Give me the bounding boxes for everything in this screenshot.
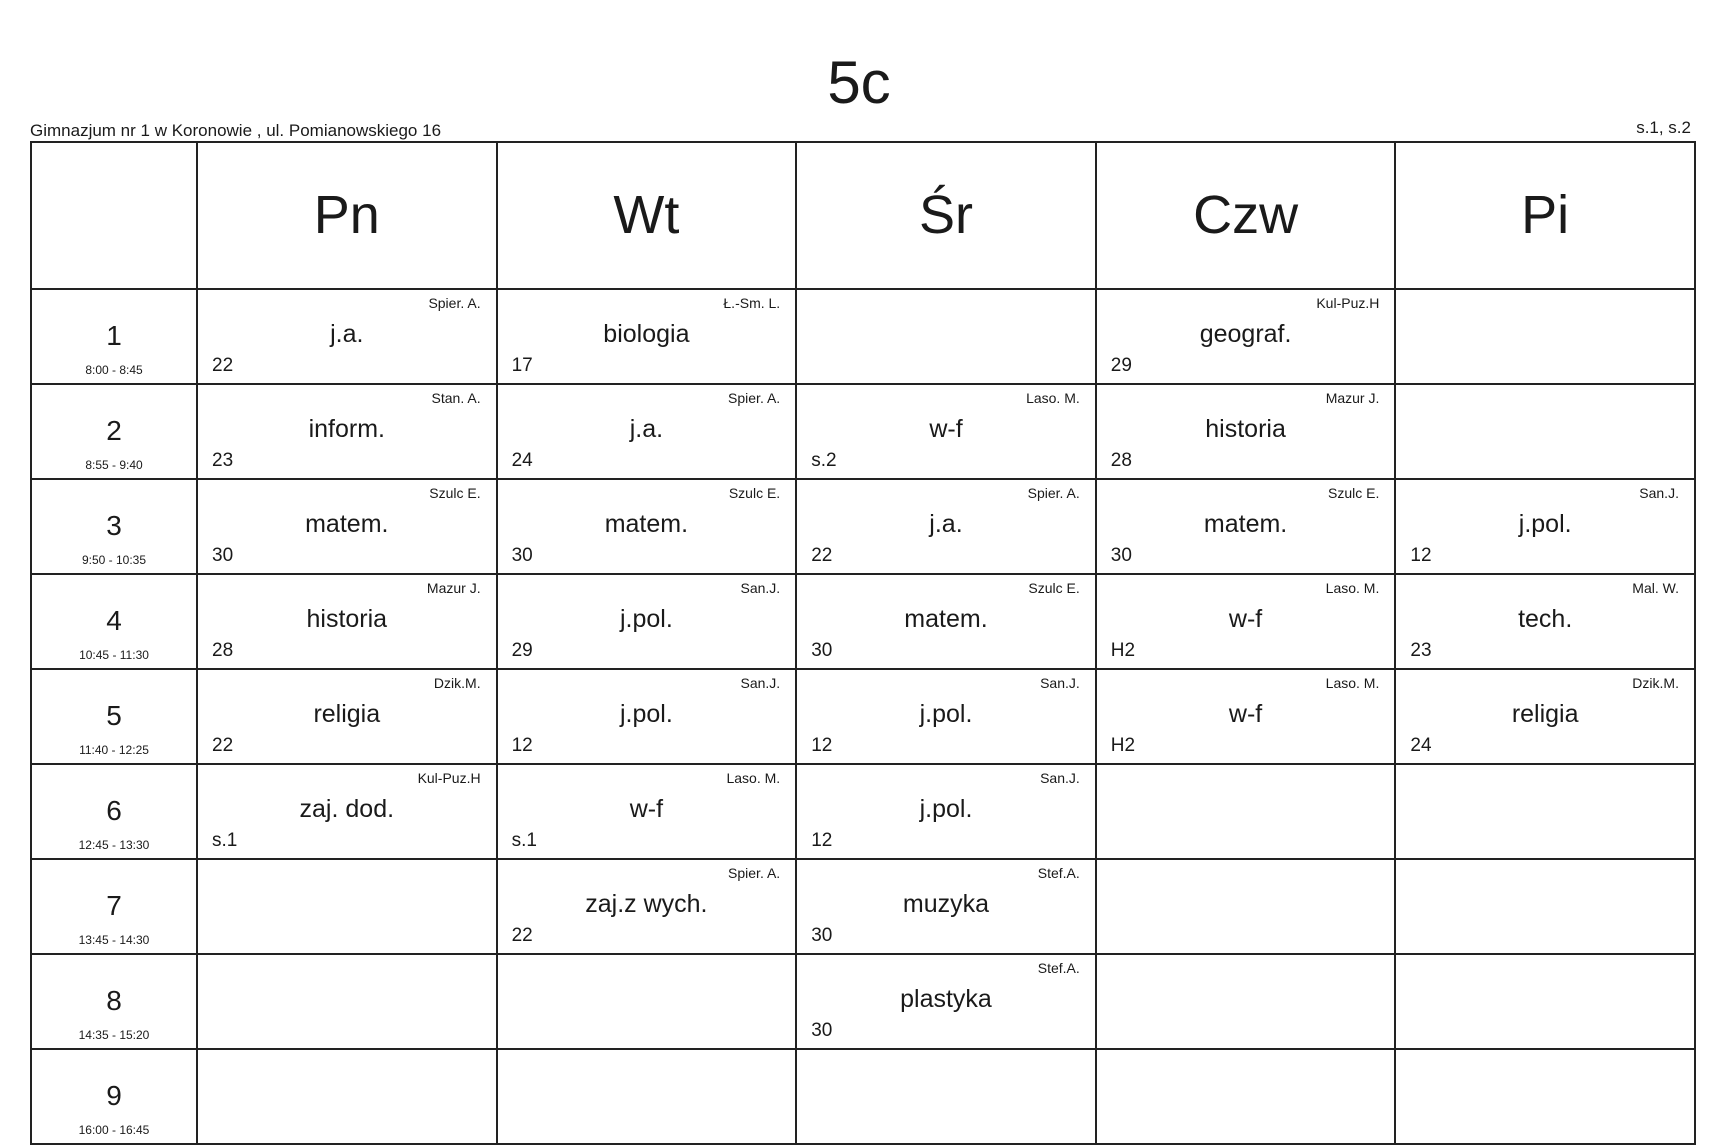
lesson-cell [1395,384,1695,479]
period-cell [31,859,197,954]
lesson-subject: inform. [308,415,385,443]
period-time: 8:55 - 9:40 [85,458,143,472]
lesson-cell [796,289,1096,384]
lesson-room: s.1 [212,830,238,851]
period-cell [31,764,197,859]
lesson-teacher: Dzik.M. [433,675,481,691]
lesson-cell [1096,574,1396,669]
lesson-cell [497,479,797,574]
lesson-teacher: Stef.A. [1037,865,1080,881]
lesson-subject: j.a. [629,415,664,443]
lesson-room: 12 [1410,545,1432,566]
lesson-subject: muzyka [902,890,990,918]
lesson-cell [1395,954,1695,1049]
lesson-cell [197,384,497,479]
lesson-subject: zaj.z wych. [585,890,708,918]
lesson-teacher: Mal. W. [1632,580,1679,596]
lesson-subject: historia [1205,415,1286,443]
lesson-room: H2 [1110,640,1136,661]
period-cell [31,384,197,479]
lesson-teacher: Szulc E. [1328,485,1380,501]
day-header [1395,142,1695,289]
lesson-teacher: Spier. A. [728,865,781,881]
lesson-room: 28 [1110,450,1132,471]
lesson-room: 22 [511,925,533,946]
period-cell [31,289,197,384]
lesson-teacher: Kul-Puz.H [1316,295,1380,311]
lesson-cell [796,764,1096,859]
lesson-cell [796,954,1096,1049]
lesson-subject: j.a. [929,510,963,538]
lesson-subject: w-f [629,795,664,823]
lesson-cell [1096,859,1396,954]
period-row [31,859,1695,954]
school-name: Gimnazjum nr 1 w Koronowie , ul. Pomianowskiego 16 [30,121,442,140]
period-number: 3 [106,510,122,541]
lesson-teacher: Szulc E. [728,485,781,501]
period-number: 6 [106,795,122,826]
lesson-cell [796,859,1096,954]
lesson-subject: geograf. [1199,320,1292,348]
period-number: 4 [106,605,122,636]
lesson-subject: j.pol. [1518,510,1572,538]
lesson-subject: matem. [904,605,988,633]
period-time: 9:50 - 10:35 [81,553,147,567]
lesson-teacher: Spier. A. [728,390,781,406]
lesson-teacher: Laso. M. [1325,580,1380,596]
lesson-room: 23 [1410,640,1432,661]
lesson-room: 30 [811,1020,833,1041]
lesson-cell [497,859,797,954]
lesson-cell [796,669,1096,764]
corner-cell [31,142,197,289]
lesson-cell [1395,479,1695,574]
lesson-teacher: Kul-Puz.H [417,770,481,786]
lesson-room: 29 [511,640,533,661]
lesson-teacher: Spier. A. [1027,485,1080,501]
lesson-room: 22 [811,545,833,566]
lesson-cell [497,669,797,764]
day-label: Czw [1193,185,1299,245]
day-label: Wt [613,185,680,245]
period-time: 11:40 - 12:25 [79,743,149,757]
period-number: 9 [106,1080,122,1111]
lesson-subject: j.pol. [619,605,673,633]
lesson-room: 28 [212,640,234,661]
timetable-body [31,142,1695,1144]
day-header [1096,142,1396,289]
timetable [30,141,1696,1145]
lesson-cell [497,764,797,859]
lesson-room: 22 [212,355,234,376]
day-label: Pi [1521,185,1570,245]
day-header [197,142,497,289]
lesson-cell [197,764,497,859]
lesson-cell [497,1049,797,1144]
lesson-subject: matem. [604,510,689,538]
period-number: 1 [106,320,122,351]
lesson-subject: j.pol. [919,795,973,823]
lesson-cell [497,384,797,479]
lesson-teacher: San.J. [740,675,781,691]
lesson-subject: religia [1511,700,1579,728]
lesson-subject: biologia [603,320,690,348]
lesson-teacher: San.J. [740,580,781,596]
lesson-teacher: Laso. M. [726,770,781,786]
lesson-teacher: Stef.A. [1037,960,1080,976]
lesson-teacher: Mazur J. [1325,390,1380,406]
lesson-room: H2 [1110,735,1136,756]
lesson-cell [1395,1049,1695,1144]
day-label: Pn [313,185,380,245]
period-cell [31,954,197,1049]
period-row [31,574,1695,669]
lesson-teacher: Szulc E. [429,485,481,501]
period-number: 5 [106,700,122,731]
lesson-room: 24 [511,450,533,471]
period-row [31,669,1695,764]
day-header [796,142,1096,289]
lesson-room: 23 [212,450,234,471]
lesson-cell [197,1049,497,1144]
lesson-cell [1395,289,1695,384]
period-cell [31,1049,197,1144]
lesson-subject: matem. [305,510,389,538]
lesson-cell [796,574,1096,669]
lesson-room: 24 [1410,735,1432,756]
lesson-room: 17 [511,355,533,376]
lesson-cell [1096,289,1396,384]
lesson-teacher: Szulc E. [1028,580,1080,596]
lesson-teacher: San.J. [1040,675,1080,691]
period-cell [31,669,197,764]
lesson-subject: plastyka [900,985,992,1013]
lesson-cell [197,669,497,764]
lesson-teacher: Laso. M. [1026,390,1080,406]
lesson-cell [1395,669,1695,764]
class-title: 5c [827,49,891,116]
lesson-teacher: Stan. A. [431,390,481,406]
lesson-cell [1096,1049,1396,1144]
lesson-teacher: Mazur J. [426,580,481,596]
lesson-subject: j.pol. [619,700,673,728]
rooms-label: s.1, s.2 [1636,118,1691,137]
lesson-subject: j.a. [330,320,364,348]
day-header [497,142,797,289]
lesson-cell [1096,479,1396,574]
lesson-cell [1096,954,1396,1049]
lesson-teacher: San.J. [1040,770,1080,786]
lesson-subject: w-f [1228,605,1263,633]
lesson-cell [497,574,797,669]
lesson-cell [1395,764,1695,859]
period-row [31,764,1695,859]
lesson-room: 12 [811,830,833,851]
period-time: 13:45 - 14:30 [78,933,150,947]
lesson-cell [796,479,1096,574]
lesson-cell [1096,384,1396,479]
lesson-cell [197,859,497,954]
lesson-subject: zaj. dod. [299,795,395,823]
lesson-cell [1395,574,1695,669]
period-number: 2 [106,415,122,446]
period-number: 8 [106,985,122,1016]
period-row [31,289,1695,384]
lesson-room: s.1 [511,830,537,851]
header-row [31,142,1695,289]
lesson-room: 30 [1110,545,1132,566]
lesson-cell [796,384,1096,479]
period-cell [31,479,197,574]
lesson-teacher: Ł.-Sm. L. [723,295,781,311]
lesson-room: 30 [511,545,533,566]
lesson-cell [197,289,497,384]
lesson-room: s.2 [811,450,837,471]
lesson-room: 30 [212,545,234,566]
lesson-subject: w-f [1228,700,1263,728]
day-label: Śr [918,185,973,245]
lesson-subject: tech. [1518,605,1573,633]
lesson-cell [1395,859,1695,954]
lesson-subject: historia [306,605,388,633]
period-time: 14:35 - 15:20 [78,1028,150,1042]
period-cell [31,574,197,669]
period-row [31,954,1695,1049]
lesson-room: 30 [811,640,833,661]
lesson-room: 12 [511,735,533,756]
period-time: 8:00 - 8:45 [85,363,143,377]
lesson-cell [1096,764,1396,859]
lesson-cell [1096,669,1396,764]
lesson-room: 30 [811,925,833,946]
lesson-room: 12 [811,735,833,756]
lesson-subject: j.pol. [919,700,973,728]
lesson-cell [197,954,497,1049]
period-row [31,479,1695,574]
lesson-teacher: Laso. M. [1325,675,1380,691]
lesson-cell [197,574,497,669]
lesson-subject: religia [313,700,381,728]
lesson-teacher: San.J. [1639,485,1679,501]
period-number: 7 [106,890,122,921]
lesson-subject: matem. [1203,510,1288,538]
period-time: 10:45 - 11:30 [79,648,149,662]
lesson-cell [497,289,797,384]
lesson-cell [497,954,797,1049]
lesson-room: 29 [1110,355,1132,376]
period-time: 16:00 - 16:45 [78,1123,150,1137]
lesson-cell [796,1049,1096,1144]
lesson-cell [197,479,497,574]
lesson-subject: w-f [929,415,963,443]
period-row [31,384,1695,479]
lesson-room: 22 [212,735,234,756]
lesson-teacher: Spier. A. [428,295,481,311]
period-row [31,1049,1695,1144]
period-time: 12:45 - 13:30 [78,838,150,852]
lesson-teacher: Dzik.M. [1632,675,1679,691]
